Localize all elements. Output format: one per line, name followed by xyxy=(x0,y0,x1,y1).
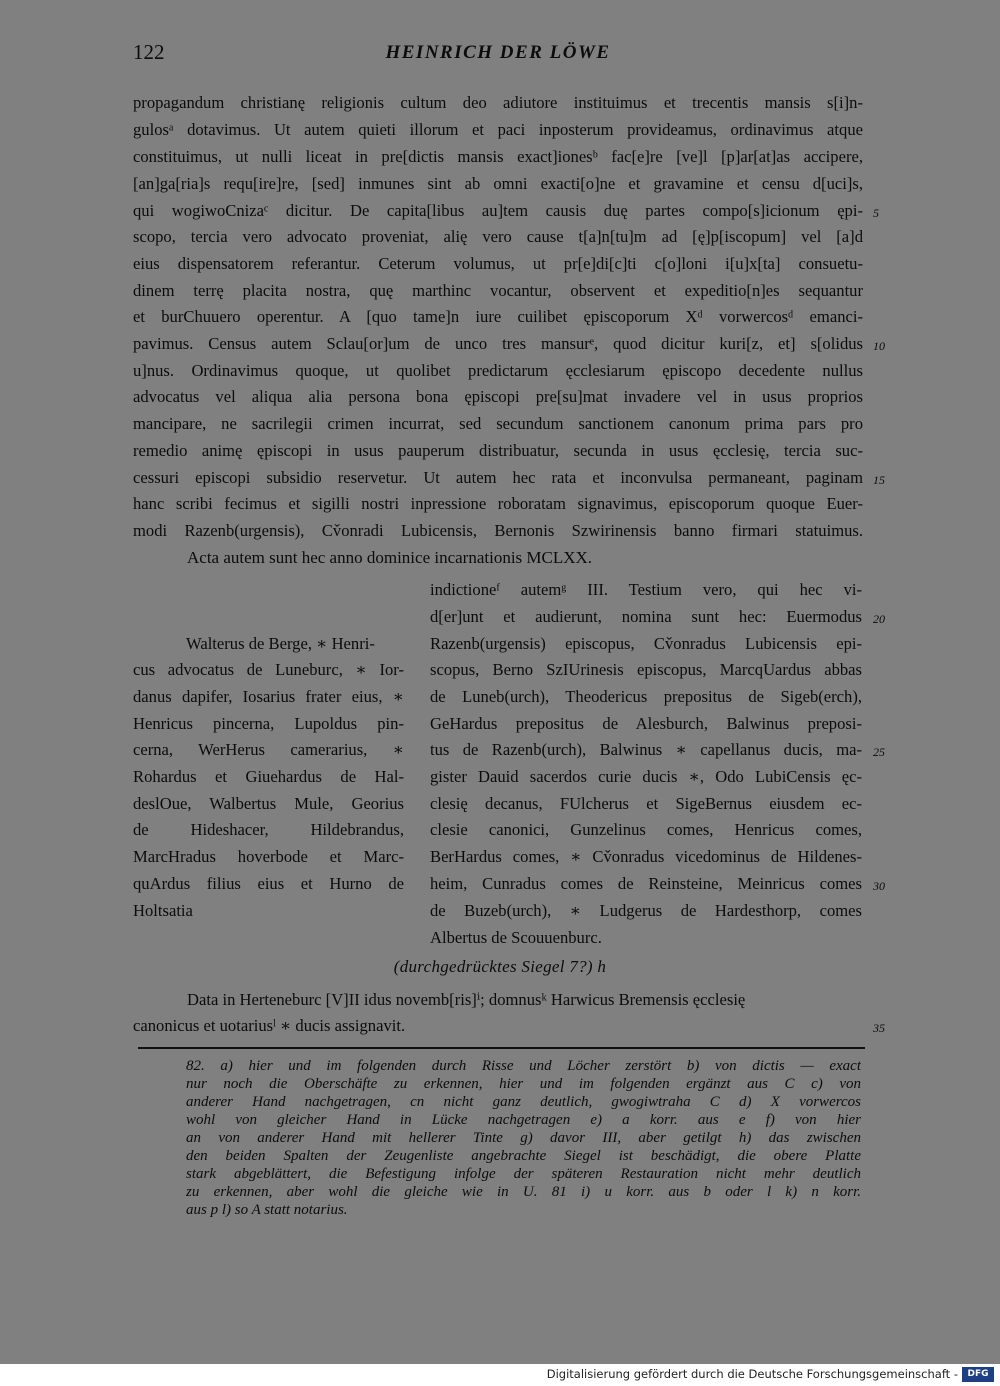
line-number: 30 xyxy=(873,879,885,893)
acta-line: Acta autem sunt hec anno dominice incarnationis MCLXX. xyxy=(187,548,593,567)
witness-line: clesię decanus, FUlcherus et SigeBernus eiusdem ec- xyxy=(430,794,862,813)
dfg-logo: DFG xyxy=(962,1367,994,1382)
line-number: 25 xyxy=(873,745,885,759)
line-number: 20 xyxy=(873,612,885,626)
witness-line: deslOue, Walbertus Mule, Georius xyxy=(133,794,404,813)
footnote-line: zu erkennen, aber wohl die gleiche wie in U. 81 i) u korr. aus b oder l k) n korr. xyxy=(186,1184,861,1200)
witness-line: Henricus pincerna, Lupoldus pin- xyxy=(133,714,404,733)
witness-line: cus advocatus de Luneburc, ∗ Ior- xyxy=(133,660,404,679)
body-line: propagandum christianę religionis cultum deo adiutore instituimus et trecentis mansis s[i]n- xyxy=(133,93,863,112)
body-line: et burChuuero operentur. A [quo tame]n iure cuilibet ępiscoporum Xᵈ vorwercosᵈ emanci- xyxy=(133,307,863,326)
witness-line: de Luneb(urch), Theodericus prepositus de Sigeb(erch), xyxy=(430,687,862,706)
witness-line: cerna, WerHerus camerarius, ∗ xyxy=(133,740,404,759)
line-number: 35 xyxy=(873,1021,885,1035)
page-number: 122 xyxy=(133,40,165,64)
data-line: canonicus et uotariusˡ ∗ ducis assignavit. xyxy=(133,1016,406,1035)
footnote-line: anderer Hand nachgetragen, cn nicht ganz deutlich, gwogiwtraha C d) X vorwercos xyxy=(186,1094,861,1110)
witness-line: MarcHradus hoverbode et Marc- xyxy=(133,847,404,866)
footnote-line: aus p l) so A statt notarius. xyxy=(186,1202,348,1218)
witness-line: de Hideshacer, Hildebrandus, xyxy=(133,820,404,839)
footnote-line: nur noch die Oberschäfte zu erkennen, hier und im folgenden ergänzt aus C c) von xyxy=(186,1076,861,1092)
witness-line: scopus, Berno SzIUrinesis episcopus, MarcqUardus abbas xyxy=(430,660,862,679)
body-line: constituimus, ut nulli liceat in pre[dictis mansis exact]ionesᵇ fac[e]re [ve]l [p]ar[at]as accipere, xyxy=(133,147,863,166)
body-line: u]nus. Ordinavimus quoque, ut quolibet predictarum ęcclesiarum ępiscopo decedente nullus xyxy=(133,361,863,380)
line-number: 15 xyxy=(873,473,885,487)
body-line: cessuri episcopi subsidio reservetur. Ut autem hec rata et inconvulsa permaneant, paginam xyxy=(133,468,863,487)
witness-line: danus dapifer, Iosarius frater eius, ∗ xyxy=(133,687,404,706)
body-line: pavimus. Census autem Sclau[or]um de unco tres mansurᵉ, quod dicitur kuri[z, et] s[olidus xyxy=(133,334,863,353)
footnote-line: an von anderer Hand mit hellerer Tinte g) davor III, aber getilgt h) das zwischen xyxy=(186,1130,861,1146)
footnote-line: 82. a) hier und im folgenden durch Risse und Löcher zerstört b) von dictis — exact xyxy=(186,1058,861,1074)
witness-line: Walterus de Berge, ∗ Henri- xyxy=(186,634,375,653)
witness-line: Holtsatia xyxy=(133,901,193,920)
witness-line: Rohardus et Giuehardus de Hal- xyxy=(133,767,404,786)
body-line: gulosᵃ dotavimus. Ut autem quieti illorum et paci inposterum provideamus, ordinavimus atque xyxy=(133,120,863,139)
body-line: mancipare, ne sacrilegii crimen incurrat, sed secundum sanctionem canonum prima pars pro xyxy=(133,414,863,433)
body-line: qui wogiwoCnizaᶜ dicitur. De capita[libus au]tem causis duę partes compo[s]icionum ępi- xyxy=(133,201,863,220)
digitization-footer xyxy=(0,1364,1000,1386)
footnote-line: stark abgeblättert, die Befestigung infolge der späteren Restauration nicht mehr deutlich xyxy=(186,1166,861,1182)
body-line: dinem terrę placita nostra, quę marthinc vocantur, observent et expeditio[n]es sequantur xyxy=(133,281,863,300)
body-line: [an]ga[ria]s requ[ire]re, [sed] inmunes sint ab omni exacti[o]ne et gravamine et censu d[uci]s, xyxy=(133,174,863,193)
witness-line: tus de Razenb(urch), Balwinus ∗ capellanus ducis, ma- xyxy=(430,740,862,759)
witness-line: Razenb(urgensis) episcopus, Cv̌onradus Lubicensis epi- xyxy=(430,634,862,653)
digitization-credit: Digitalisierung gefördert durch die Deutsche Forschungsgemeinschaft - xyxy=(546,1367,958,1381)
witness-line: gister Dauid sacerdos curie ducis ∗, Odo LubiCensis ęc- xyxy=(430,767,862,786)
witness-line: de Buzeb(urch), ∗ Ludgerus de Hardesthorp, comes xyxy=(430,901,862,920)
page-header xyxy=(133,40,863,70)
witness-line: indictioneᶠ autemᵍ III. Testium vero, qui hec vi- xyxy=(430,580,862,599)
body-line: scopo, tercia vero advocato proveniat, alię vero cause t[a]n[tu]m ad [ę]p[iscopum] vel [a]d xyxy=(133,227,863,246)
footnote-line: wohl von gleicher Hand in Lücke nachgetragen e) a korr. aus e f) von hier xyxy=(186,1112,861,1128)
body-line: remedio animę ępiscopi in usus pauperum distribuatur, secunda in usus ęcclesię, tercia suc- xyxy=(133,441,863,460)
body-line: hanc scribi fecimus et sigilli nostri inpressione roboratam signavimus, episcoporum quoque Euer- xyxy=(133,494,863,513)
witness-line: Albertus de Scouuenburc. xyxy=(430,928,602,947)
witness-line: clesie canonici, Gunzelinus comes, Henricus comes, xyxy=(430,820,862,839)
footnote-line: den beiden Spalten der Zeugenliste angebrachte Siegel ist beschädigt, die obere Platte xyxy=(186,1148,861,1164)
seal-note: (durchgedrücktes Siegel 7?) h xyxy=(393,957,607,976)
body-line: advocatus vel aliqua alia persona bona ępiscopi pre[su]mat invadere vel in usus proprios xyxy=(133,387,863,406)
footnote-divider xyxy=(138,1047,865,1049)
witness-line: heim, Cunradus comes de Reinsteine, Meinricus comes xyxy=(430,874,862,893)
body-line: eius dispensatorem referantur. Ceterum volumus, ut pr[e]di[c]ti c[o]loni i[u]x[ta] consuetu- xyxy=(133,254,863,273)
line-number: 5 xyxy=(873,206,879,220)
witness-line: d[er]unt et audierunt, nomina sunt hec: Euermodus xyxy=(430,607,862,626)
witness-line: BerHardus comes, ∗ Cv̌onradus vicedominus de Hildenes- xyxy=(430,847,862,866)
witness-line: quArdus filius eius et Hurno de xyxy=(133,874,404,893)
witness-line: GeHardus prepositus de Alesburch, Balwinus preposi- xyxy=(430,714,862,733)
line-number: 10 xyxy=(873,339,885,353)
running-title: HEINRICH DER LÖWE xyxy=(385,42,611,63)
data-line: Data in Herteneburc [V]II idus novemb[ris]ⁱ; domnusᵏ Harwicus Bremensis ęcclesię xyxy=(187,990,746,1009)
body-line: modi Razenb(urgensis), Cv̌onradi Lubicensis, Bernonis Szwirinensis banno firmari statuimus. xyxy=(133,521,863,540)
